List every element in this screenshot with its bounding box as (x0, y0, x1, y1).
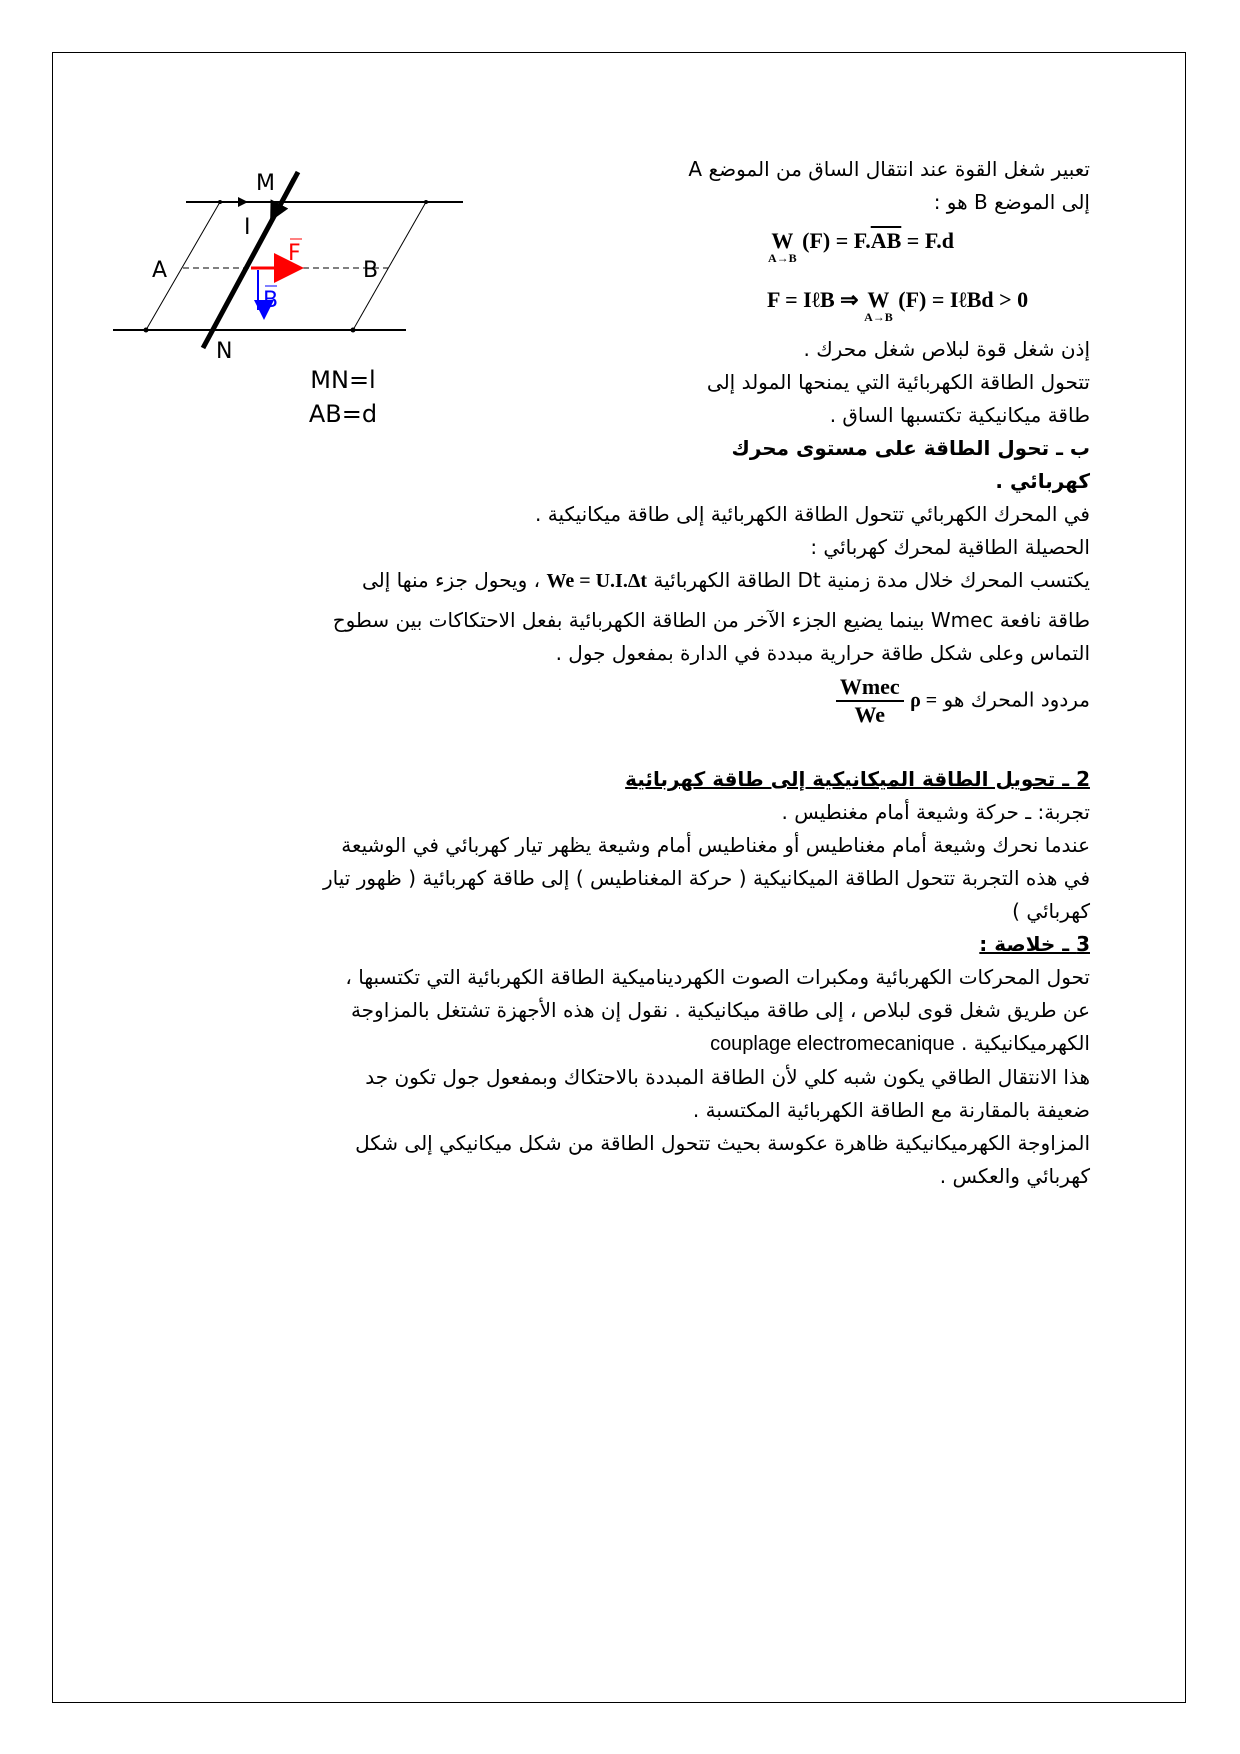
label-f: F (288, 241, 301, 266)
section-2 (150, 763, 1090, 1193)
section-2-line-4: كهربائي ) (1012, 899, 1090, 923)
section-2-title: 2 ـ تحويل الطاقة الميكانيكية إلى طاقة كهربائية (625, 767, 1090, 791)
label-i: I (244, 215, 251, 240)
label-n: N (216, 339, 233, 360)
para-6: طاقة نافعة Wmec بينما يضيع الجزء الآخر من الطاقة الكهربائية بفعل الاحتكاكات بين سطوح (332, 608, 1090, 632)
efficiency-fraction: $\frac{\text{Wmec}}{We}$ (836, 674, 904, 728)
label-field-b: B (263, 288, 279, 313)
equation-force: F = IℓB ⇒ W $^{A\to B}$ (F) = IℓBd > 0 (767, 287, 1029, 324)
section-3-line-5: ضعيفة بالمقارنة مع الطاقة الكهربائية المكتسبة . (692, 1098, 1090, 1122)
para-1: إذن شغل قوة لبلاص شغل محرك . (803, 337, 1090, 361)
motor-energy-block (150, 498, 1090, 728)
rod-mn (203, 172, 298, 348)
section-2-line-2: عندما نحرك وشيعة أمام مغناطيس أو مغناطيس أمام وشيعة يظهر تيار كهربائي في الوشيعة (341, 833, 1090, 857)
section-3-line-3: الكهرميكانيكية . couplage electromecanique (710, 1031, 1090, 1055)
caption-ab: AB=d (308, 400, 378, 428)
label-b: B (363, 258, 379, 283)
intro-block (688, 153, 1090, 219)
section-3-line-6: المزاوجة الكهرميكانيكية ظاهرة عكوسة بحيث تتحول الطاقة من شكل ميكانيكي إلى شكل (355, 1131, 1090, 1155)
heading-b-1: ب ـ تحول الطاقة على مستوى محرك (731, 436, 1090, 460)
motor-work-block (707, 333, 1090, 498)
section-3-title: 3 ـ خلاصة : (979, 932, 1090, 956)
para-3: في المحرك الكهربائي تتحول الطاقة الكهربائية إلى طاقة ميكانيكية . (535, 502, 1090, 526)
para-2a: تتحول الطاقة الكهربائية التي يمنحها المولد إلى (706, 370, 1090, 394)
efficiency-line: مردود المحرك هو ρ = $\frac{\text{Wmec}}{We}$ (150, 674, 1090, 728)
para-2b: طاقة ميكانيكية تكتسبها الساق . (829, 403, 1090, 427)
equation-work: W $^{A\to B}$ $(F) = F.\overline{AB} = F.d$ (768, 228, 954, 265)
section-3-line-7: كهربائي والعكس . (939, 1164, 1090, 1188)
label-a: A (152, 258, 168, 283)
rail-diagram (108, 160, 478, 435)
section-2-line-1: تجربة: ـ حركة وشيعة أمام مغنطيس . (781, 800, 1090, 824)
heading-b-2: كهربائي . (995, 469, 1090, 493)
section-3-line-4: هذا الانتقال الطاقي يكون شبه كلي لأن الطاقة المبددة بالاحتكاك وبمفعول جول تكون جد (365, 1065, 1090, 1089)
para-7: التماس وعلى شكل طاقة حرارية مبددة في الدارة بمفعول جول . (555, 641, 1090, 665)
section-3-line-2: عن طريق شغل قوى لبلاص ، إلى طاقة ميكانيكية . نقول إن هذه الأجهزة تشتغل بالمزاوجة (350, 998, 1090, 1022)
label-m: M (256, 171, 275, 196)
para-4: الحصيلة الطاقية لمحرك كهربائي : (810, 535, 1090, 559)
para-5: يكتسب المحرك خلال مدة زمنية Dt الطاقة الكهربائية We = U.I.Δt ، ويحول جزء منها إلى (362, 568, 1090, 592)
rail-diagram-svg (108, 160, 478, 360)
section-3-line-1: تحول المحركات الكهربائية ومكبرات الصوت الكهرديناميكية الطاقة الكهربائية التي تكتسبها ، (345, 965, 1090, 989)
intro-line-2: إلى الموضع B هو : (933, 190, 1090, 214)
caption-mn: MN=l (310, 366, 376, 394)
section-2-line-3: في هذه التجربة تتحول الطاقة الميكانيكية ( حركة المغناطيس ) إلى طاقة كهربائية ( ظهور تيار (323, 866, 1090, 890)
intro-line-1: تعبير شغل القوة عند انتقال الساق من الموضع A (688, 157, 1090, 181)
